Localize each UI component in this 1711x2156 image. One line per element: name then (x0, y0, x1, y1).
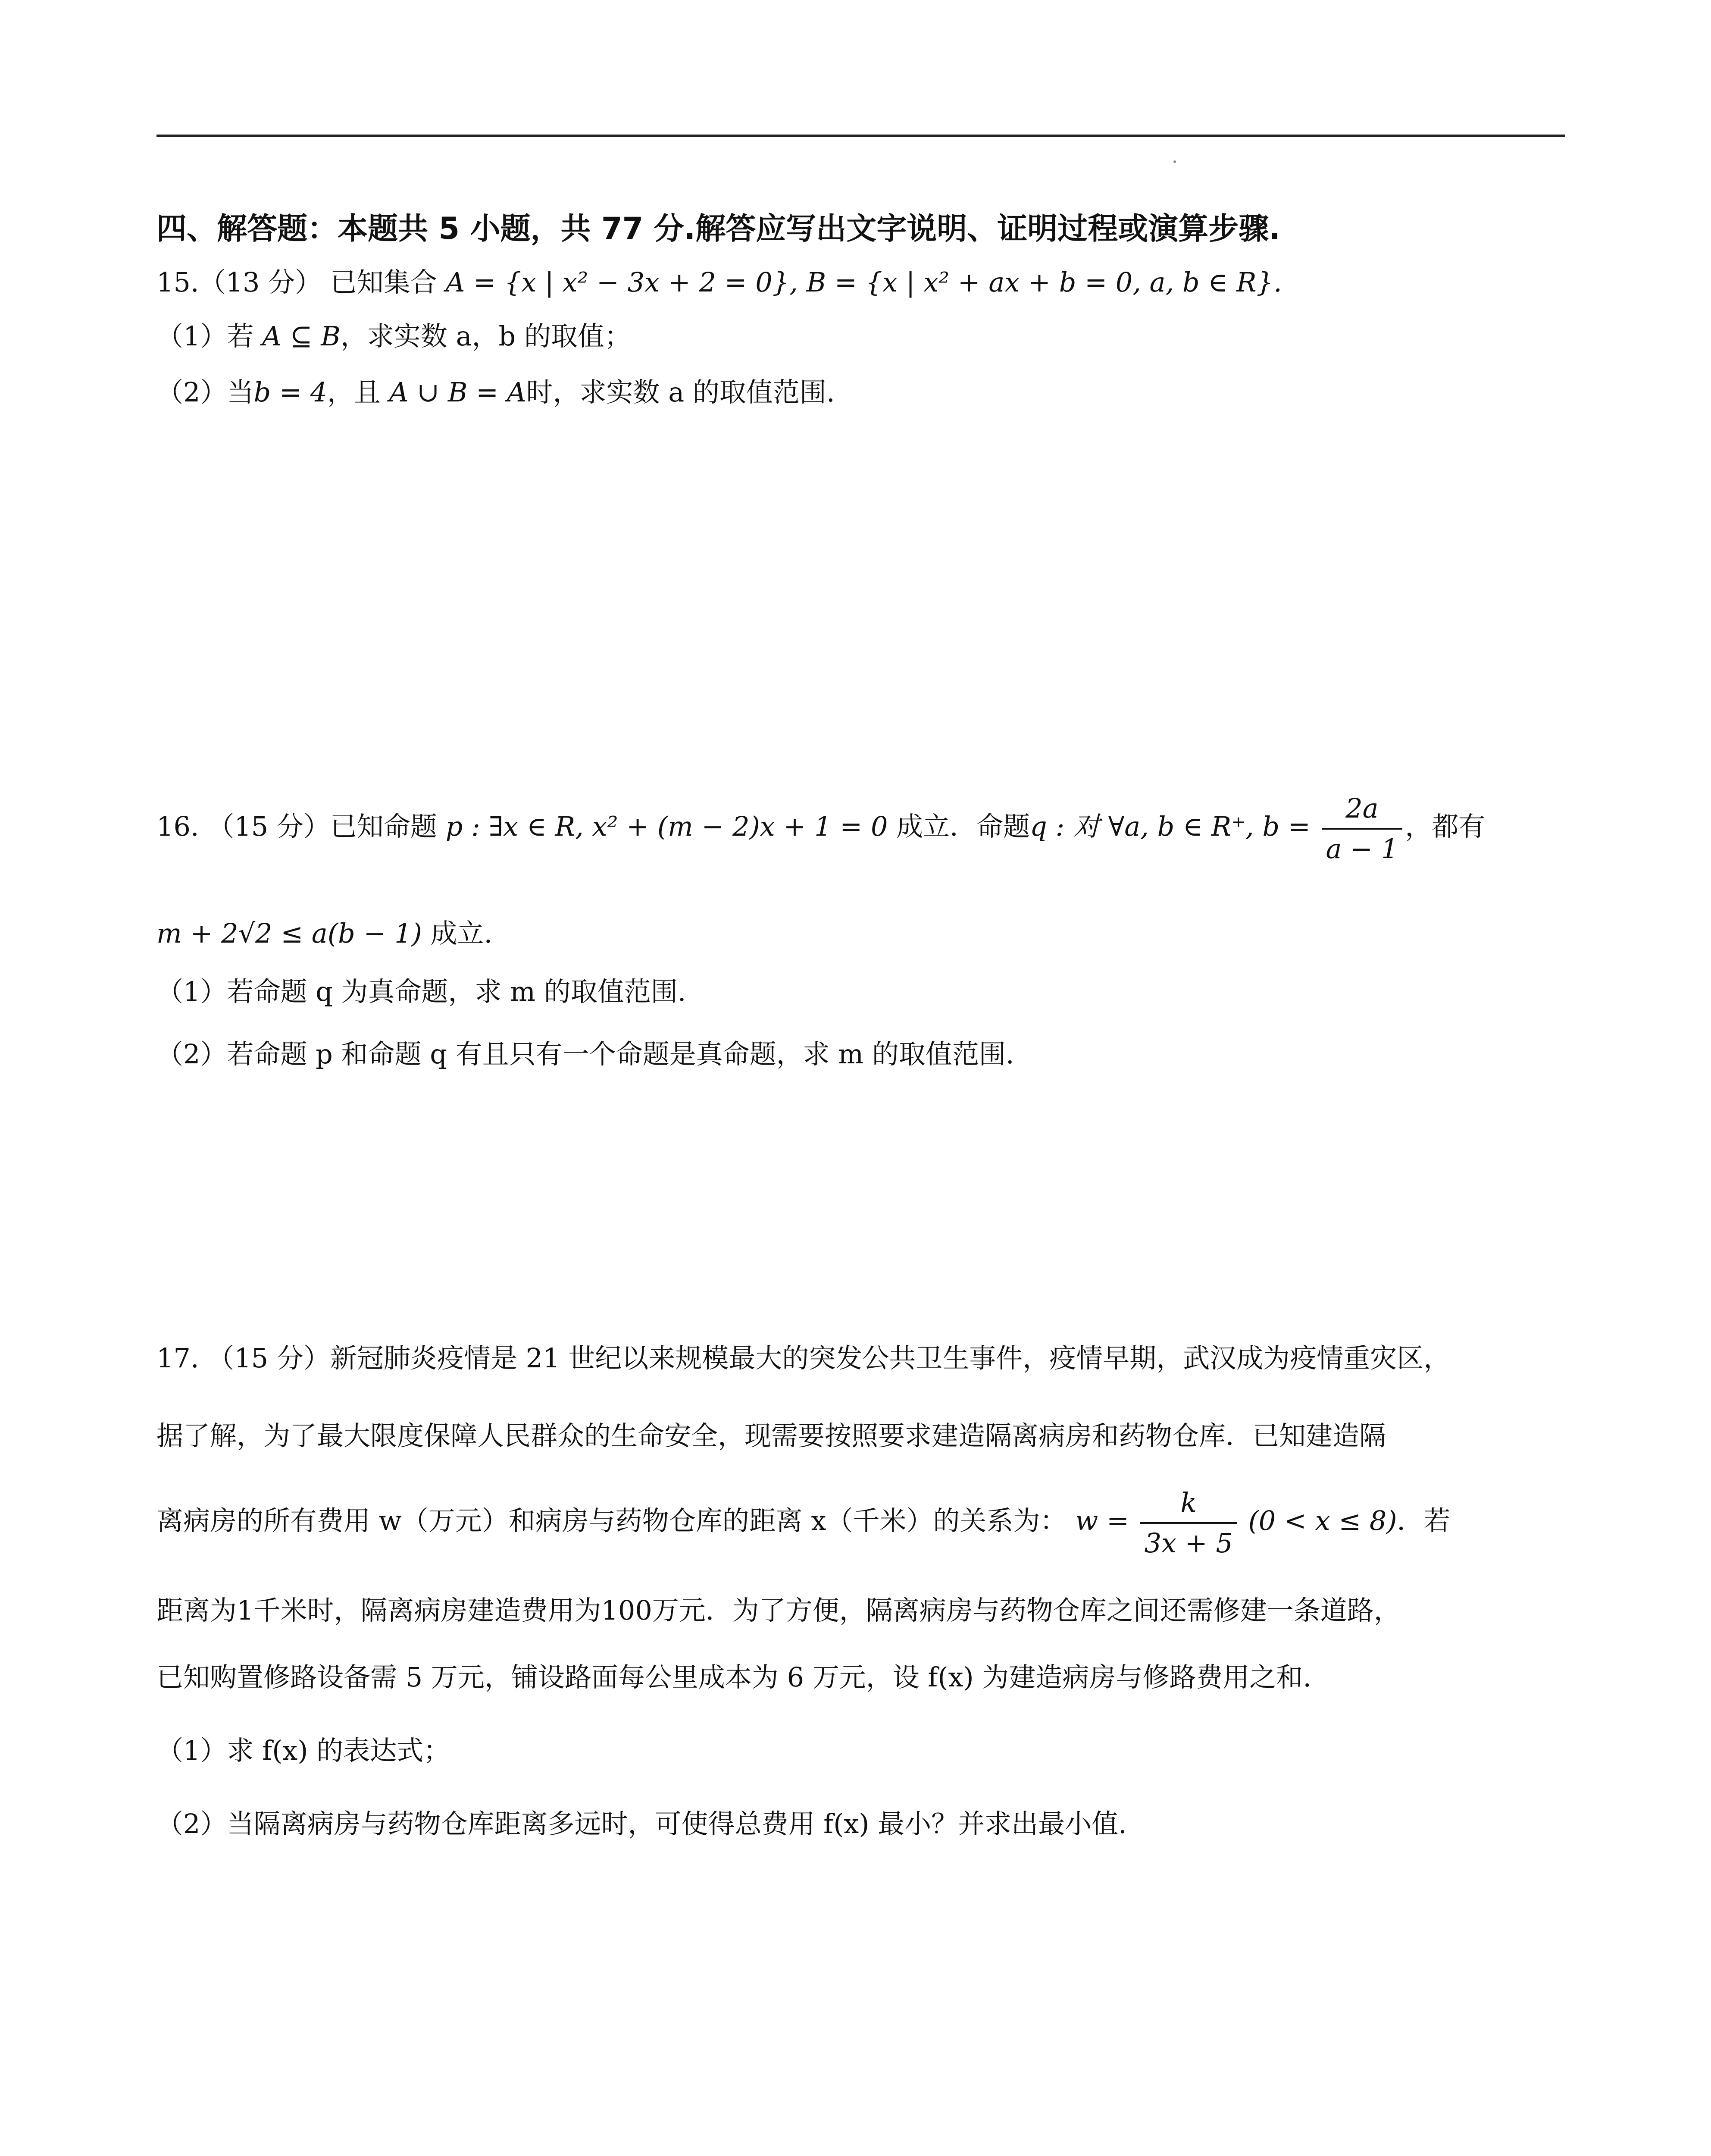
q17-line3-text: 离病房的所有费用 w（万元）和病房与药物仓库的距离 x（千米）的关系为： (156, 1505, 1067, 1537)
q16-part1: （1）若命题 q 为真命题，求 m 的取值范围. (156, 976, 686, 1007)
q15-statement (156, 263, 1282, 302)
q15-part2-math1: b = 4 (253, 376, 327, 408)
q16-line2-formula: m + 2√2 ≤ a(b − 1) (156, 918, 422, 949)
q15-part1-math: A ⊆ B (262, 320, 341, 352)
q17-part1: （1）求 f(x) 的表达式； (156, 1735, 450, 1766)
q17-frac-num: k (1140, 1483, 1237, 1524)
q15-part2 (156, 373, 835, 412)
q16-fraction (1322, 789, 1403, 868)
q16-condition (156, 914, 492, 953)
q17-line4: 距离为1千米时，隔离病房建造费用为100万元．为了方便，隔离病房与药物仓库之间还需修建一条道路， (156, 1595, 1401, 1626)
q15-formula: A = {x | x² − 3x + 2 = 0}, B = {x | x² + ax + b = 0, a, b ∈ R}. (445, 266, 1282, 298)
q17-line3 (156, 1483, 1451, 1563)
q16-tail: ，都有 (1405, 811, 1486, 843)
q17-line3-domain: (0 < x ≤ 8) (1248, 1505, 1397, 1537)
q17-line3-w: w = (1075, 1505, 1129, 1537)
q15-part1-text: ，求实数 a，b 的取值； (340, 320, 631, 352)
q17-fraction (1140, 1483, 1237, 1563)
header-rule (156, 135, 1565, 137)
q17-part2: （2）当隔离病房与药物仓库距离多远时，可使得总费用 f(x) 最小？并求出最小值. (156, 1808, 1127, 1839)
header-dot (1173, 160, 1176, 163)
section-title: 四、解答题：本题共 5 小题，共 77 分.解答应写出文字说明、证明过程或演算步骤. (156, 211, 1280, 246)
q16-line2-text: 成立. (430, 918, 493, 949)
q15-part2-text: 时，求实数 a 的取值范围. (526, 376, 835, 408)
q16-frac-num: 2a (1322, 789, 1403, 830)
q16-mid: 成立．命题 (896, 811, 1030, 843)
q16-part2: （2）若命题 p 和命题 q 有且只有一个命题是真命题，求 m 的取值范围. (156, 1038, 1014, 1070)
q16-statement (156, 789, 1485, 868)
q17-frac-den: 3x + 5 (1144, 1527, 1233, 1559)
q17-line5: 已知购置修路设备需 5 万元，铺设路面每公里成本为 6 万元，设 f(x) 为建造病房与修路费用之和. (156, 1661, 1312, 1693)
q16-p-formula: p : ∃x ∈ R, x² + (m − 2)x + 1 = 0 (445, 811, 888, 843)
q17-line1: 17. （15 分）新冠肺炎疫情是 21 世纪以来规模最大的突发公共卫生事件，疫情早期，武汉成为疫情重灾区， (156, 1342, 1451, 1374)
q16-lead: 16. （15 分）已知命题 (156, 811, 437, 843)
q15-lead: 15.（13 分） 已知集合 (156, 266, 437, 298)
q15-part1-prefix: （1）若 (156, 320, 254, 352)
q16-q-formula: q : 对 ∀a, b ∈ R⁺, b = (1030, 811, 1311, 843)
q15-part1 (156, 317, 631, 356)
q15-part2-mid: ，且 (327, 376, 381, 408)
q17-line2: 据了解，为了最大限度保障人民群众的生命安全，现需要按照要求建造隔离病房和药物仓库．已知建造隔 (156, 1420, 1386, 1451)
q15-part2-prefix: （2）当 (156, 376, 254, 408)
q17-line3-tail: ．若 (1397, 1505, 1451, 1537)
q15-part2-math2: A ∪ B = A (389, 376, 526, 408)
q16-frac-den: a − 1 (1326, 833, 1398, 865)
